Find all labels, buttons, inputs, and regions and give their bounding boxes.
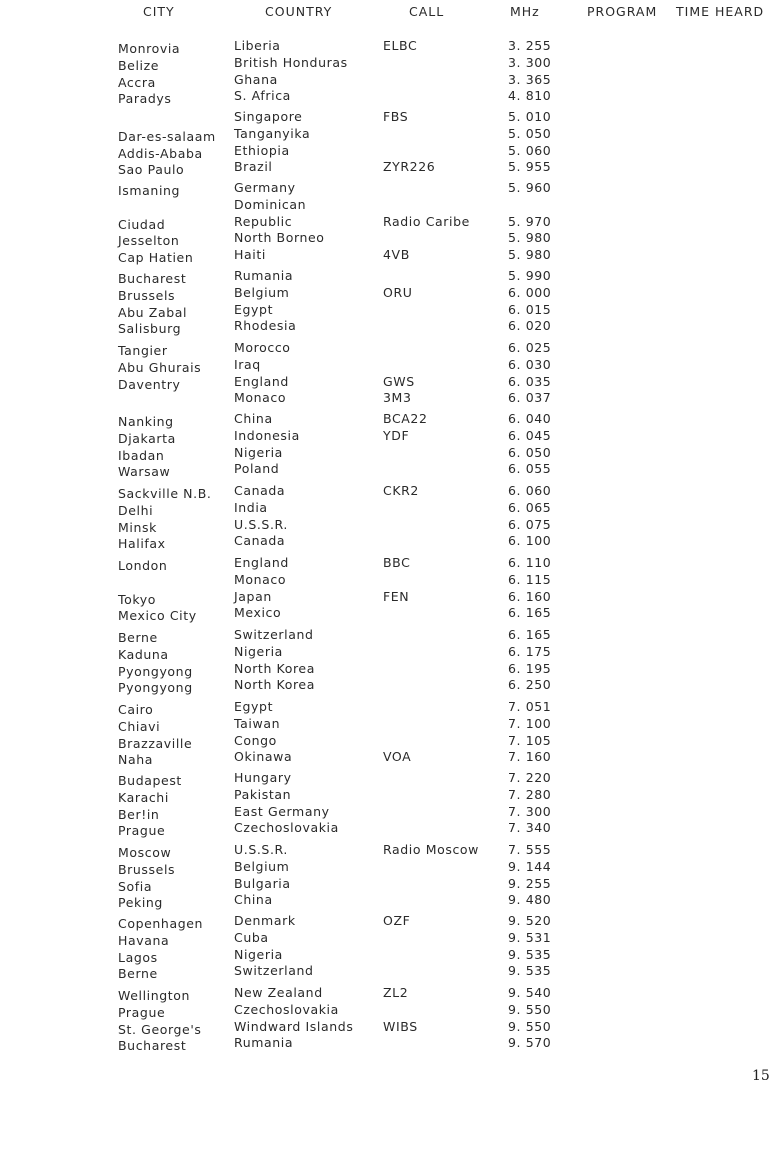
station-row	[0, 699, 776, 716]
mhz-cell: 9. 255	[508, 875, 552, 891]
station-row	[0, 428, 776, 445]
country-cell: Iraq	[234, 356, 261, 372]
station-row	[0, 285, 776, 302]
mhz-cell: 7. 280	[508, 786, 552, 802]
city-cell: Mexico City	[118, 608, 197, 624]
station-group	[0, 770, 776, 837]
station-row	[0, 820, 776, 837]
city-cell: Accra	[118, 74, 156, 90]
call-cell: Radio Caribe	[383, 213, 470, 229]
page-number: 15	[752, 1068, 770, 1084]
mhz-cell: 7. 340	[508, 820, 552, 836]
country-cell: British Honduras	[234, 54, 348, 70]
mhz-cell: 7. 100	[508, 715, 552, 731]
station-row	[0, 109, 776, 126]
mhz-cell: 9. 520	[508, 913, 552, 928]
city-cell: Tangier	[118, 343, 168, 358]
mhz-cell: 9. 535	[508, 963, 552, 979]
mhz-cell: 9. 550	[508, 1018, 552, 1034]
country-cell: Bulgaria	[234, 875, 291, 891]
city-cell: Karachi	[118, 789, 169, 805]
mhz-cell: 9. 531	[508, 929, 552, 945]
station-row	[0, 605, 776, 622]
call-cell: BBC	[383, 555, 411, 570]
country-cell: S. Africa	[234, 88, 291, 104]
mhz-cell: 6. 000	[508, 284, 552, 300]
country-cell: Egypt	[234, 301, 274, 317]
mhz-cell: 6. 060	[508, 483, 552, 498]
mhz-cell: 5. 980	[508, 230, 552, 246]
station-row	[0, 804, 776, 821]
station-row	[0, 842, 776, 859]
station-row	[0, 197, 776, 214]
country-cell: North Borneo	[234, 230, 325, 246]
city-cell: Dar-es-salaam	[118, 128, 216, 144]
mhz-cell: 9. 540	[508, 985, 552, 1000]
header-country: COUNTRY	[265, 4, 333, 19]
city-cell: Chiavi	[118, 718, 161, 734]
station-row	[0, 318, 776, 335]
station-row	[0, 126, 776, 143]
station-row	[0, 787, 776, 804]
country-cell: Republic	[234, 213, 293, 229]
mhz-cell: 6. 110	[508, 555, 552, 570]
station-group	[0, 699, 776, 766]
station-row	[0, 644, 776, 661]
station-row	[0, 390, 776, 407]
station-row	[0, 517, 776, 534]
mhz-cell: 6. 045	[508, 427, 552, 443]
country-cell: Denmark	[234, 913, 296, 928]
country-cell: North Korea	[234, 677, 315, 693]
city-cell: Monrovia	[118, 41, 181, 56]
country-cell: Morocco	[234, 340, 291, 355]
country-cell: Canada	[234, 483, 286, 498]
mhz-cell: 5. 955	[508, 159, 552, 175]
city-cell: Belize	[118, 57, 160, 73]
city-cell: Ismaning	[118, 183, 181, 198]
mhz-cell: 9. 570	[508, 1035, 552, 1051]
station-group	[0, 842, 776, 909]
country-cell: England	[234, 555, 289, 570]
mhz-cell: 6. 065	[508, 499, 552, 515]
country-cell: East Germany	[234, 803, 330, 819]
station-row	[0, 589, 776, 606]
mhz-cell: 6. 035	[508, 373, 552, 389]
city-cell: Cap Hatien	[118, 250, 194, 266]
city-cell: Copenhagen	[118, 916, 204, 931]
country-cell: Liberia	[234, 38, 281, 53]
city-cell: Addis-Ababa	[118, 145, 203, 161]
city-cell: Tokyo	[118, 591, 156, 607]
country-cell: Nigeria	[234, 444, 283, 460]
station-row	[0, 88, 776, 105]
country-cell: Taiwan	[234, 715, 281, 731]
city-cell: Pyongyong	[118, 663, 193, 679]
station-group	[0, 555, 776, 622]
country-cell: Monaco	[234, 390, 287, 406]
station-row	[0, 555, 776, 572]
mhz-cell: 6. 250	[508, 677, 552, 693]
station-row	[0, 1019, 776, 1036]
city-cell: Daventry	[118, 376, 181, 392]
country-cell: Tanganyika	[234, 125, 311, 141]
city-cell: Berne	[118, 630, 158, 645]
city-cell: Salisburg	[118, 321, 182, 337]
station-row	[0, 716, 776, 733]
mhz-cell: 3. 300	[508, 54, 552, 70]
country-cell: Rumania	[234, 268, 294, 283]
city-cell: Naha	[118, 752, 153, 768]
city-cell: Cairo	[118, 702, 154, 717]
mhz-cell: 6. 040	[508, 411, 552, 426]
city-cell: Bucharest	[118, 1038, 187, 1054]
mhz-cell: 3. 255	[508, 38, 552, 53]
station-row	[0, 947, 776, 964]
city-cell: Delhi	[118, 502, 154, 518]
city-cell: St. George's	[118, 1021, 202, 1037]
mhz-cell: 5. 960	[508, 180, 552, 195]
call-cell: WIBS	[383, 1018, 418, 1034]
country-cell: Congo	[234, 732, 277, 748]
city-cell: Brussels	[118, 861, 176, 877]
mhz-cell: 6. 165	[508, 627, 552, 642]
city-cell: Budapest	[118, 773, 182, 788]
country-cell: Japan	[234, 588, 272, 604]
country-cell: Belgium	[234, 284, 290, 300]
station-row	[0, 930, 776, 947]
mhz-cell: 6. 175	[508, 643, 552, 659]
mhz-cell: 5. 010	[508, 109, 552, 124]
mhz-cell: 6. 075	[508, 516, 552, 532]
station-row	[0, 661, 776, 678]
city-cell: Jesselton	[118, 233, 180, 249]
country-cell: New Zealand	[234, 985, 323, 1000]
station-row	[0, 159, 776, 176]
mhz-cell: 6. 055	[508, 461, 552, 477]
mhz-cell: 7. 105	[508, 732, 552, 748]
city-cell: Bucharest	[118, 271, 187, 286]
city-cell: Brazzaville	[118, 735, 193, 751]
station-row	[0, 892, 776, 909]
station-row	[0, 461, 776, 478]
station-row	[0, 770, 776, 787]
mhz-cell: 7. 300	[508, 803, 552, 819]
station-row	[0, 859, 776, 876]
station-group	[0, 627, 776, 694]
station-group	[0, 985, 776, 1052]
call-cell: VOA	[383, 749, 412, 765]
city-cell: Kaduna	[118, 646, 169, 662]
station-row	[0, 357, 776, 374]
country-cell: Okinawa	[234, 749, 293, 765]
country-cell: Mexico	[234, 605, 282, 621]
header-time-heard: TIME HEARD	[676, 4, 765, 19]
call-cell: BCA22	[383, 411, 428, 426]
mhz-cell: 6. 195	[508, 660, 552, 676]
station-group	[0, 340, 776, 407]
station-row	[0, 374, 776, 391]
mhz-cell: 9. 480	[508, 892, 552, 908]
city-cell: Halifax	[118, 536, 166, 552]
city-cell: Abu Ghurais	[118, 359, 202, 375]
station-row	[0, 72, 776, 89]
country-cell: Canada	[234, 533, 286, 549]
city-cell: Wellington	[118, 988, 191, 1003]
call-cell: 4VB	[383, 247, 410, 263]
mhz-cell: 9. 535	[508, 946, 552, 962]
mhz-cell: 6. 160	[508, 588, 552, 604]
mhz-cell: 5. 990	[508, 268, 552, 283]
mhz-cell: 9. 144	[508, 858, 552, 874]
country-cell: Pakistan	[234, 786, 292, 802]
city-cell: Lagos	[118, 949, 158, 965]
station-row	[0, 247, 776, 264]
station-group	[0, 483, 776, 550]
station-row	[0, 985, 776, 1002]
country-cell: Nigeria	[234, 946, 283, 962]
station-row	[0, 483, 776, 500]
country-cell: Poland	[234, 461, 280, 477]
country-cell: Indonesia	[234, 427, 300, 443]
country-cell: Egypt	[234, 699, 274, 714]
city-cell: Sao Paulo	[118, 162, 185, 178]
station-row	[0, 340, 776, 357]
header-program: PROGRAM	[587, 4, 658, 19]
city-cell: Ibadan	[118, 447, 165, 463]
country-cell: Belgium	[234, 858, 290, 874]
country-cell: Hungary	[234, 770, 292, 785]
call-cell: ELBC	[383, 38, 418, 53]
call-cell: CKR2	[383, 483, 419, 498]
call-cell: ZYR226	[383, 159, 436, 175]
country-cell: Haiti	[234, 247, 266, 263]
mhz-cell: 6. 165	[508, 605, 552, 621]
country-cell: North Korea	[234, 660, 315, 676]
country-cell: Windward Islands	[234, 1018, 354, 1034]
country-cell: Monaco	[234, 571, 287, 587]
country-cell: Rhodesia	[234, 318, 297, 334]
country-cell: Ethiopia	[234, 142, 290, 158]
station-group	[0, 411, 776, 478]
city-cell: Pyongyong	[118, 680, 193, 696]
station-row	[0, 411, 776, 428]
station-row	[0, 180, 776, 197]
country-cell: India	[234, 499, 268, 515]
station-row	[0, 230, 776, 247]
mhz-cell: 7. 220	[508, 770, 552, 785]
country-cell: Dominican	[234, 196, 307, 212]
station-row	[0, 55, 776, 72]
city-cell: Nanking	[118, 414, 174, 429]
mhz-cell: 4. 810	[508, 88, 552, 104]
station-row	[0, 38, 776, 55]
mhz-cell: 5. 970	[508, 213, 552, 229]
station-group	[0, 109, 776, 176]
city-cell: Warsaw	[118, 464, 171, 480]
station-row	[0, 963, 776, 980]
mhz-cell: 7. 555	[508, 842, 552, 857]
mhz-cell: 6. 015	[508, 301, 552, 317]
station-group	[0, 268, 776, 335]
station-row	[0, 1035, 776, 1052]
header-mhz: MHz	[510, 4, 540, 19]
header-call: CALL	[409, 4, 445, 19]
station-row	[0, 302, 776, 319]
country-cell: England	[234, 373, 289, 389]
mhz-cell: 6. 100	[508, 533, 552, 549]
country-cell: Switzerland	[234, 627, 314, 642]
country-cell: Brazil	[234, 159, 273, 175]
country-cell: U.S.S.R.	[234, 516, 288, 532]
station-group	[0, 38, 776, 105]
station-row	[0, 533, 776, 550]
header-city: CITY	[143, 4, 175, 19]
call-cell: FBS	[383, 109, 409, 124]
station-row	[0, 268, 776, 285]
mhz-cell: 5. 050	[508, 125, 552, 141]
station-row	[0, 876, 776, 893]
country-cell: Nigeria	[234, 643, 283, 659]
country-cell: Cuba	[234, 929, 269, 945]
station-row	[0, 733, 776, 750]
station-row	[0, 572, 776, 589]
call-cell: ORU	[383, 284, 413, 300]
country-cell: China	[234, 411, 273, 426]
mhz-cell: 6. 020	[508, 318, 552, 334]
mhz-cell: 3. 365	[508, 71, 552, 87]
call-cell: YDF	[383, 427, 410, 443]
city-cell: Djakarta	[118, 430, 176, 446]
country-cell: U.S.S.R.	[234, 842, 288, 857]
station-group	[0, 180, 776, 264]
city-cell: Minsk	[118, 519, 157, 535]
country-cell: Czechoslovakia	[234, 1001, 339, 1017]
city-cell: Sackville N.B.	[118, 486, 212, 501]
mhz-cell: 6. 030	[508, 356, 552, 372]
station-row	[0, 627, 776, 644]
country-cell: Ghana	[234, 71, 278, 87]
country-cell: Rumania	[234, 1035, 294, 1051]
city-cell: Ber!in	[118, 806, 160, 822]
station-row	[0, 214, 776, 231]
mhz-cell: 6. 050	[508, 444, 552, 460]
station-row	[0, 677, 776, 694]
station-row	[0, 445, 776, 462]
call-cell: Radio Moscow	[383, 842, 479, 857]
mhz-cell: 5. 060	[508, 142, 552, 158]
city-cell: Berne	[118, 966, 158, 982]
mhz-cell: 6. 115	[508, 571, 552, 587]
city-cell: Havana	[118, 932, 170, 948]
mhz-cell: 5. 980	[508, 247, 552, 263]
station-row	[0, 143, 776, 160]
city-cell: Sofia	[118, 878, 153, 894]
city-cell: Peking	[118, 895, 163, 911]
city-cell: Prague	[118, 823, 166, 839]
city-cell: Abu Zabal	[118, 304, 188, 320]
mhz-cell: 6. 025	[508, 340, 552, 355]
country-cell: Czechoslovakia	[234, 820, 339, 836]
mhz-cell: 7. 160	[508, 749, 552, 765]
station-row	[0, 1002, 776, 1019]
city-cell: Prague	[118, 1004, 166, 1020]
country-cell: Singapore	[234, 109, 303, 124]
country-cell: Germany	[234, 180, 296, 195]
mhz-cell: 7. 051	[508, 699, 552, 714]
call-cell: FEN	[383, 588, 410, 604]
call-cell: 3M3	[383, 390, 412, 406]
mhz-cell: 6. 037	[508, 390, 552, 406]
city-cell: Brussels	[118, 287, 176, 303]
city-cell: Ciudad	[118, 216, 166, 232]
mhz-cell: 9. 550	[508, 1001, 552, 1017]
station-row	[0, 913, 776, 930]
station-row	[0, 749, 776, 766]
country-cell: China	[234, 892, 273, 908]
country-cell: Switzerland	[234, 963, 314, 979]
call-cell: OZF	[383, 913, 411, 928]
city-cell: London	[118, 558, 168, 573]
call-cell: GWS	[383, 373, 415, 389]
station-group	[0, 913, 776, 980]
call-cell: ZL2	[383, 985, 409, 1000]
city-cell: Moscow	[118, 845, 172, 860]
city-cell: Paradys	[118, 91, 172, 107]
station-row	[0, 500, 776, 517]
